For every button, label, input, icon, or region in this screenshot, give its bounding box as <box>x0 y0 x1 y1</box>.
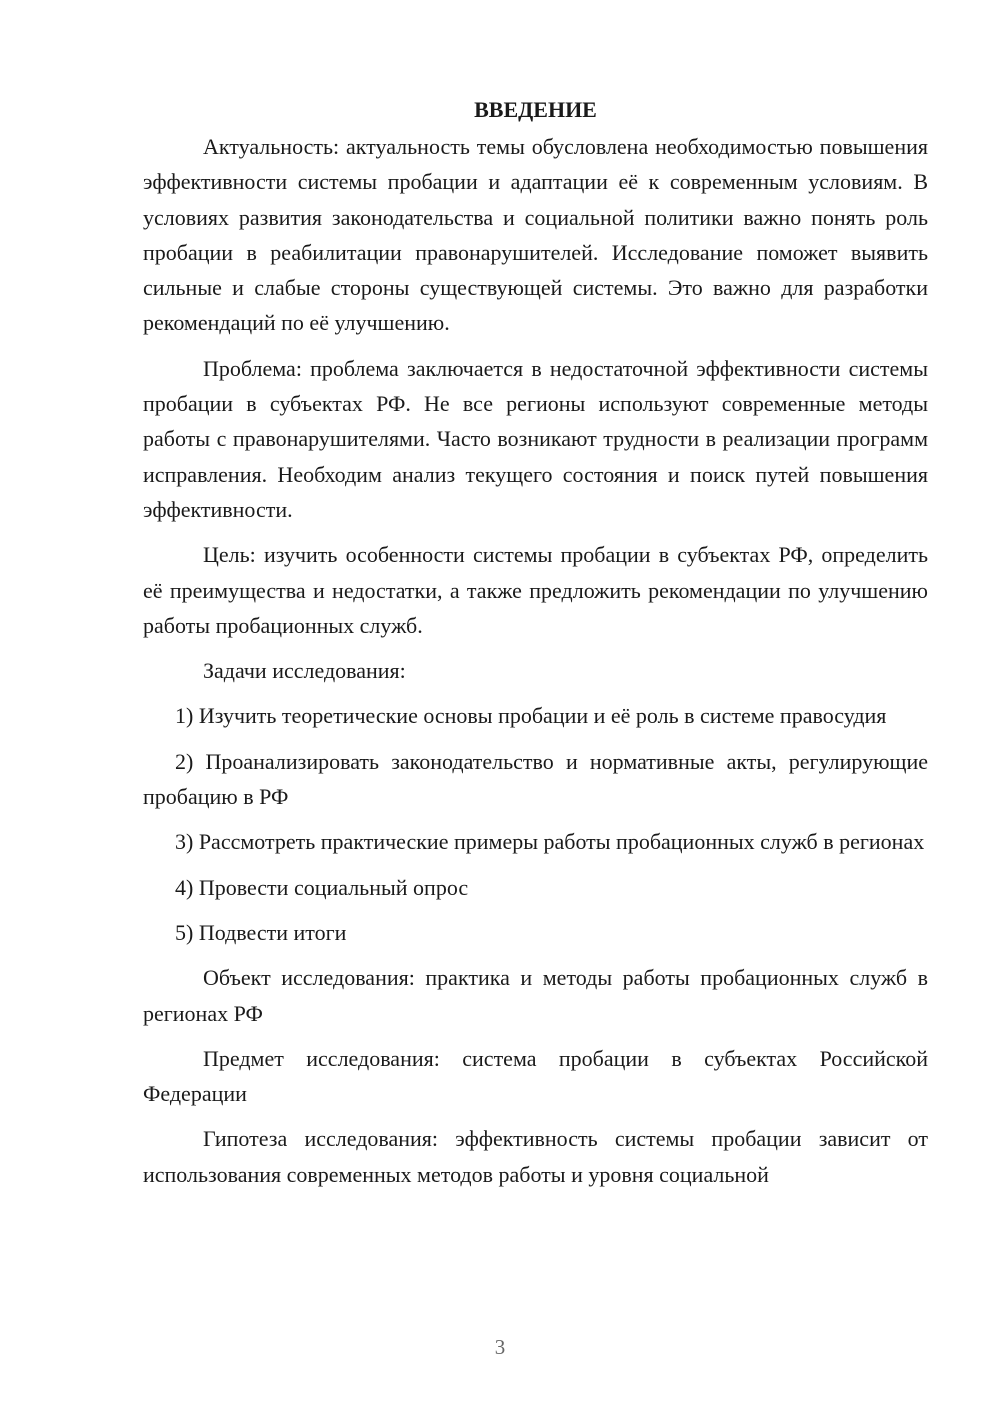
list-item: 2) Проанализировать законодательство и нормативные акты, регулирующие пробацию в РФ <box>143 748 928 810</box>
page-title: ВВЕДЕНИЕ <box>474 97 597 122</box>
paragraph-object: Объект исследования: практика и методы работы пробационных служб в регионах РФ <box>143 965 928 1026</box>
page-number: 3 <box>494 1335 506 1359</box>
paragraph-subject: Предмет исследования: система пробации в субъектах Российской Федерации <box>143 1045 928 1107</box>
list-item: 3) Рассмотреть практические примеры работы пробационных служб в регионах <box>175 829 925 855</box>
paragraph-hypothesis: Гипотеза исследования: эффективность системы пробации зависит от использования современных методов работы и уровня социальной <box>143 1126 928 1187</box>
list-item: 1) Изучить теоретические основы пробации и её роль в системе правосудия <box>175 703 887 729</box>
paragraph-relevance: Актуальность: актуальность темы обусловлена необходимостью повышения эффективности системы пробации и адаптации её к современным условиям. В условиях развития законодательства и социальной политики важно понять роль пробации в реабилитации правонарушителей. Исследование поможет выявить сильные и слабые стороны существующей системы. Это важно для разработки рекомендаций по её улучшению. <box>143 134 928 336</box>
tasks-list <box>143 698 928 950</box>
list-item: 4) Провести социальный опрос <box>175 874 469 900</box>
paragraph-goal: Цель: изучить особенности системы пробации в субъектах РФ, определить её преимущества и недостатки, а также предложить рекомендации по улучшению работы пробационных служб. <box>143 542 928 638</box>
tasks-heading: Задачи исследования: <box>203 658 406 684</box>
list-item: 5) Подвести итоги <box>175 919 347 945</box>
document-page <box>143 92 928 1192</box>
paragraph-problem: Проблема: проблема заключается в недостаточной эффективности системы пробации в субъектах РФ. Не все регионы используют современные методы работы с правонарушителями. Часто возникают трудности в реализации программ исправления. Необходим анализ текущего состояния и поиск путей повышения эффективности. <box>143 355 928 522</box>
